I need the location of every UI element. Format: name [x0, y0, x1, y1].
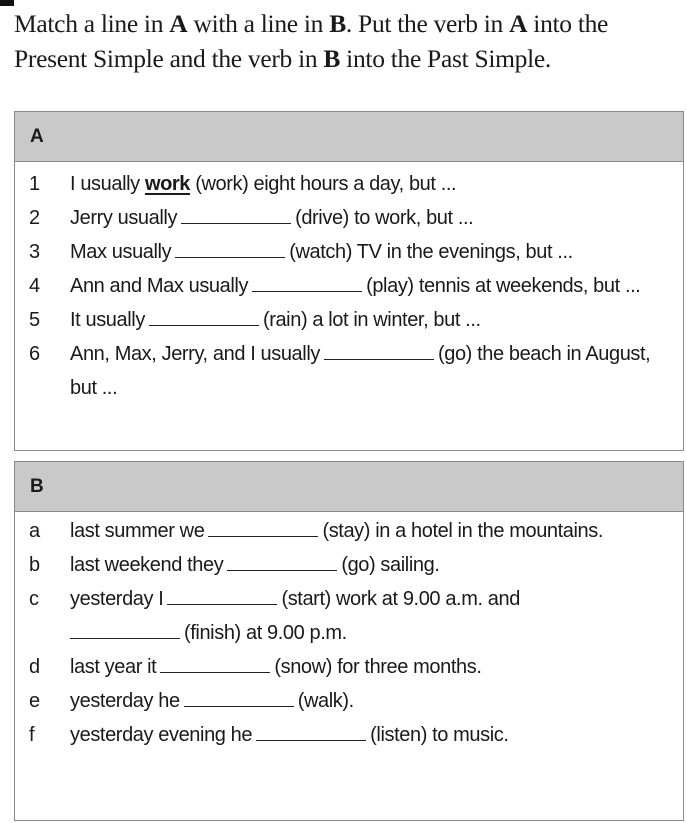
- item-text-before: last summer we: [70, 520, 205, 542]
- item-text-after: (start) work at 9.00 a.m. and: [281, 588, 520, 610]
- list-item: [15, 303, 683, 337]
- item-number: 4: [29, 275, 40, 297]
- list-item: [15, 337, 683, 405]
- list-item: [15, 235, 683, 269]
- item-text-after: (walk).: [297, 690, 354, 712]
- item-text-after: (watch) TV in the evenings, but ...: [289, 241, 573, 263]
- answer-blank[interactable]: [324, 339, 434, 360]
- item-number: 5: [29, 309, 40, 331]
- item-letter: a: [29, 520, 40, 542]
- item-letter: b: [29, 554, 40, 576]
- item-text-after: (stay) in a hotel in the mountains.: [322, 520, 604, 542]
- item-text-after: (go) the beach in August, but ...: [70, 343, 651, 399]
- section-b-box: [14, 461, 684, 821]
- list-item: [15, 582, 683, 650]
- answer-blank[interactable]: [208, 516, 318, 537]
- answer-blank[interactable]: [167, 584, 277, 605]
- item-text-after: (drive) to work, but ...: [295, 207, 474, 229]
- answer-blank-filled[interactable]: work: [144, 173, 191, 195]
- item-text-before: Max usually: [70, 241, 172, 263]
- answer-blank[interactable]: [175, 237, 285, 258]
- answer-blank[interactable]: [149, 305, 259, 326]
- item-number: 2: [29, 207, 40, 229]
- section-b-list: [15, 512, 683, 752]
- item-text-after: (snow) for three months.: [274, 656, 482, 678]
- item-text-after: (play) tennis at weekends, but ...: [366, 275, 641, 297]
- list-item: [15, 718, 683, 752]
- item-number: 1: [29, 173, 40, 195]
- item-text-after: (work) eight hours a day, but ...: [190, 173, 457, 195]
- item-text-before: yesterday I: [70, 588, 164, 610]
- item-text-after: (rain) a lot in winter, but ...: [262, 309, 481, 331]
- item-letter: f: [29, 724, 35, 746]
- section-b-title: B: [15, 462, 683, 512]
- answer-blank[interactable]: [227, 550, 337, 571]
- item-text-before: yesterday he: [70, 690, 180, 712]
- corner-mark: [0, 0, 14, 6]
- item-text-after-2: (finish) at 9.00 p.m.: [184, 622, 347, 644]
- item-text-before: last weekend they: [70, 554, 224, 576]
- answer-blank[interactable]: [184, 686, 294, 707]
- item-text-after: (listen) to music.: [370, 724, 509, 746]
- answer-blank[interactable]: [160, 652, 270, 673]
- list-item: [15, 167, 683, 201]
- answer-blank[interactable]: [252, 271, 362, 292]
- item-text-before: Ann and Max usually: [70, 275, 249, 297]
- item-letter: e: [29, 690, 40, 712]
- section-a-box: [14, 111, 684, 451]
- item-text-before: I usually: [70, 173, 145, 195]
- item-text-before: Jerry usually: [70, 207, 178, 229]
- item-number: 6: [29, 343, 40, 365]
- list-item: [15, 684, 683, 718]
- list-item: [15, 650, 683, 684]
- item-text-after: (go) sailing.: [341, 554, 440, 576]
- list-item: [15, 201, 683, 235]
- item-letter: c: [29, 588, 39, 610]
- item-number: 3: [29, 241, 40, 263]
- exercise-instructions: Match a line in A with a line in B. Put the verb in A into the Present Simple and the verb in B into the Past Simple.: [14, 9, 609, 73]
- item-text-before: last year it: [70, 656, 157, 678]
- item-text-before: It usually: [70, 309, 145, 331]
- item-letter: d: [29, 656, 40, 678]
- item-text-before: yesterday evening he: [70, 724, 253, 746]
- list-item: [15, 514, 683, 548]
- answer-blank[interactable]: [70, 618, 180, 639]
- list-item: [15, 548, 683, 582]
- list-item: [15, 269, 683, 303]
- answer-blank[interactable]: [256, 720, 366, 741]
- item-text-before: Ann, Max, Jerry, and I usually: [70, 343, 320, 365]
- section-a-title: A: [15, 112, 683, 162]
- section-a-list: [15, 162, 683, 405]
- answer-blank[interactable]: [181, 203, 291, 224]
